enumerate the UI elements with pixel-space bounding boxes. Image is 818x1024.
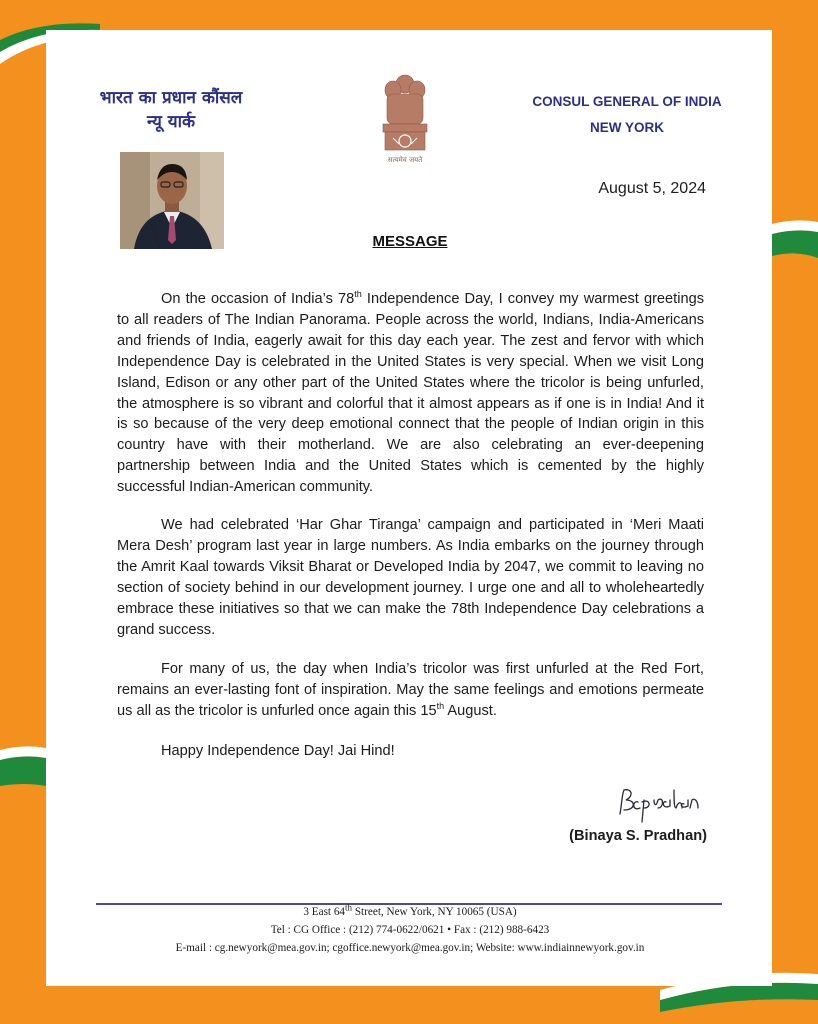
body-paragraph-2: We had celebrated ‘Har Ghar Tiranga’ campaign and participated in ‘Meri Maati Mera Desh’ program last year in large numbers. As India embarks on the journey through the Amrit Kaal towards Viksit Bharat or Developed India by 2047, we commit to leaving no section of society behind in our development journey. I urge one and all to wholeheartedly embrace these initiatives so that we can make the 78th Independence Day celebrations a grand success. — [117, 517, 704, 638]
footer-phone: Tel : CG Office : (212) 774-0622/0621 • Fax : (212) 988-6423 — [270, 924, 550, 936]
hindi-city: न्यू यार्क — [146, 112, 196, 132]
handwritten-signature — [614, 784, 710, 824]
body-paragraph-3: For many of us, the day when India’s tricolor was first unfurled at the Red Fort, remains an ever-lasting font of inspiration. May the same feelings and emotions permeate us all as the tricolor is unfurled once again this 15th August. — [117, 661, 704, 719]
letter-date: August 5, 2024 — [598, 180, 706, 197]
footer-address: 3 East 64th Street, New York, NY 10065 (USA) — [303, 902, 517, 918]
english-letterhead — [520, 89, 734, 141]
message-title: MESSAGE — [372, 233, 448, 250]
consul-portrait-photo — [120, 152, 224, 249]
body-paragraph-1: On the occasion of India’s 78th Independence Day, I convey my warmest greetings to all readers of The Indian Panorama. People across the world, Indians, India-Americans and friends of India, eagerly await for this day each year. The zest and fervor with which Independence Day is celebrated in the United States is very special. When we visit Long Island, Edison or any other part of the United States where the tricolor is being unfurled, the atmosphere is so vibrant and colorful that it almost appears as if one is in India! And it is so because of the very deep emotional connect that the people of Indian origin in this country have with their motherland. We are also celebrating an ever-deepening partnership between India and the United States which is cemented by the highly successful Indian-American community. — [117, 289, 704, 496]
closing-line: Happy Independence Day! Jai Hind! — [161, 743, 395, 759]
consul-city: NEW YORK — [589, 120, 664, 135]
national-emblem-icon — [373, 72, 437, 168]
emblem-motto: सत्यमेव जयते — [387, 156, 423, 164]
consul-title: CONSUL GENERAL OF INDIA — [532, 94, 722, 109]
signer-name: (Binaya S. Pradhan) — [569, 828, 707, 844]
hindi-title: भारत का प्रधान कौंसल — [99, 88, 243, 108]
hindi-letterhead — [96, 86, 246, 134]
footer-divider — [96, 903, 722, 905]
footer-email: E-mail : cg.newyork@mea.gov.in; cgoffice.newyork@mea.gov.in; Website: www.indiainnewyork.gov.in — [175, 942, 645, 954]
